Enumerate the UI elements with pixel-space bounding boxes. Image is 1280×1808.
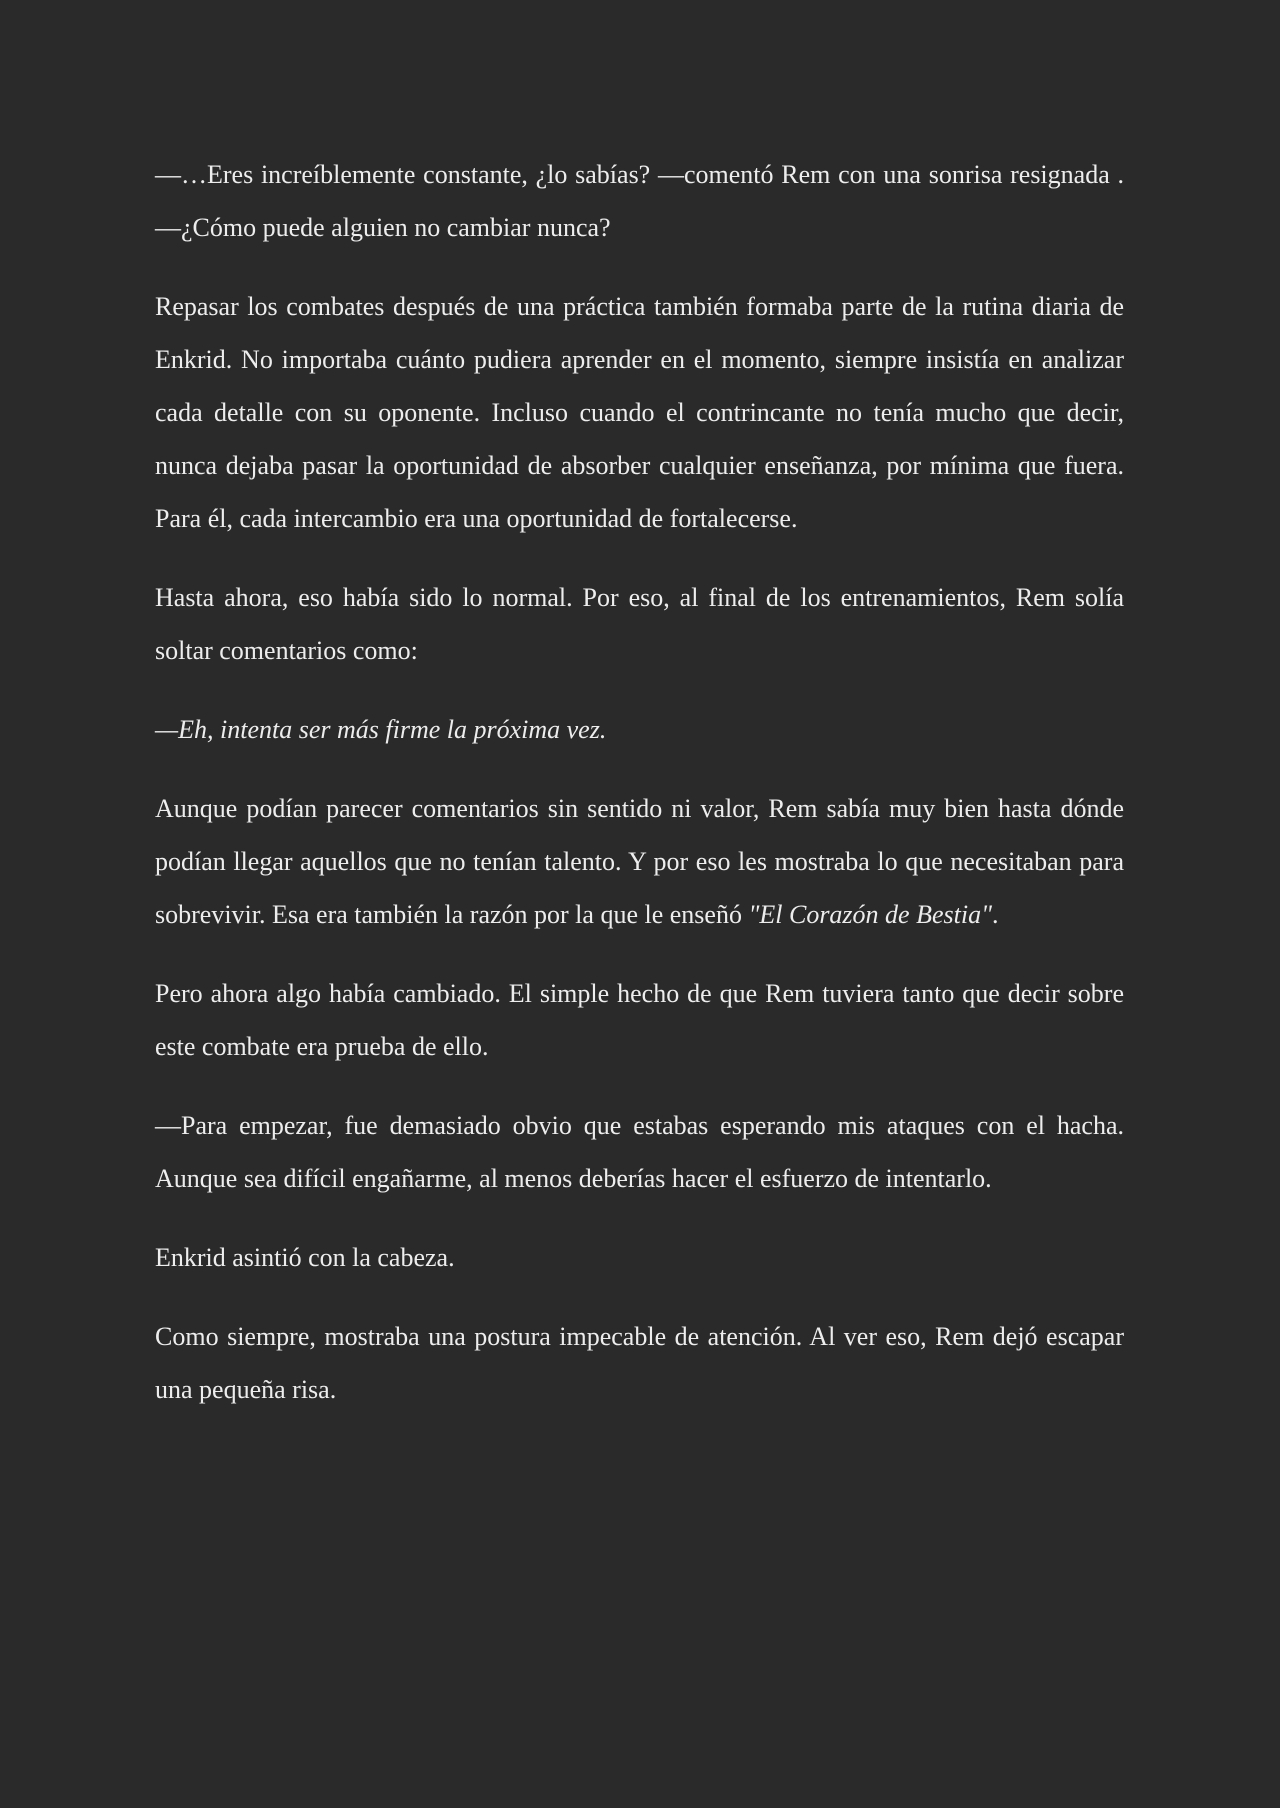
paragraph-5-text: Aunque podían parecer comentarios sin sentido ni valor, Rem sabía muy bien hasta dónde podían llegar aquellos que no tenían talento. Y por eso les mostraba lo que necesitaban para sobrevivir. Esa era también la razón por la que le enseñó [155, 794, 1124, 929]
paragraph-3: Hasta ahora, eso había sido lo normal. Por eso, al final de los entrenamientos, Rem solía soltar comentarios como: [155, 583, 1124, 665]
book-title-italic: "El Corazón de Bestia" [748, 900, 992, 929]
paragraph-2: Repasar los combates después de una práctica también formaba parte de la rutina diaria de Enkrid. No importaba cuánto pudiera aprender en el momento, siempre insistía en analizar cada detalle con su oponente. Incluso cuando el contrincante no tenía mucho que decir, nunca dejaba pasar la oportunidad de absorber cualquier enseñanza, por mínima que fuera. Para él, cada intercambio era una oportunidad de fortalecerse. [155, 292, 1124, 533]
paragraph-7: —Para empezar, fue demasiado obvio que estabas esperando mis ataques con el hacha. Aunque sea difícil engañarme, al menos deberías hacer el esfuerzo de intentarlo. [155, 1111, 1124, 1193]
paragraph-6: Pero ahora algo había cambiado. El simple hecho de que Rem tuviera tanto que decir sobre este combate era prueba de ello. [155, 979, 1124, 1061]
paragraph-1: —…Eres increíblemente constante, ¿lo sabías? —comentó Rem con una sonrisa resignada . —¿Cómo puede alguien no cambiar nunca? [155, 160, 1124, 242]
paragraph-5-end: . [992, 900, 999, 929]
paragraph-9: Como siempre, mostraba una postura impecable de atención. Al ver eso, Rem dejó escapar una pequeña risa. [155, 1322, 1124, 1404]
paragraph-5 [155, 782, 1124, 941]
paragraph-4-italic-dialogue: —Eh, intenta ser más firme la próxima vez. [155, 715, 607, 744]
paragraph-8: Enkrid asintió con la cabeza. [155, 1243, 455, 1272]
